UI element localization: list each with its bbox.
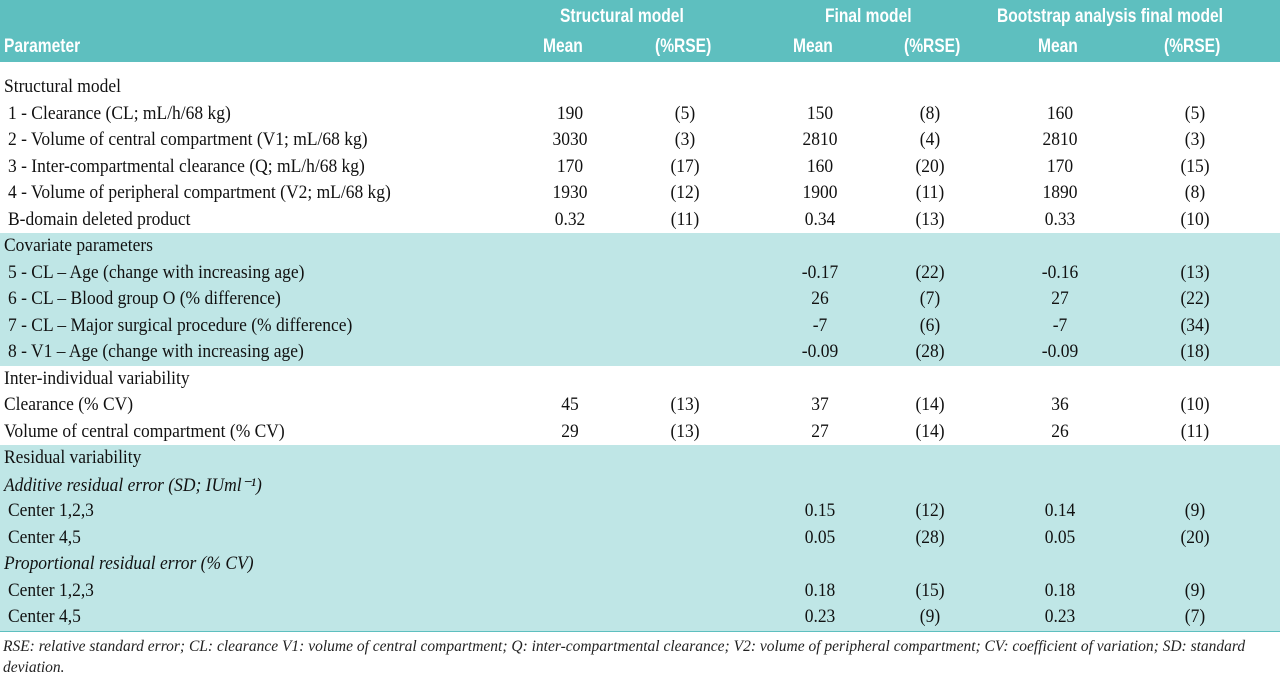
table-row (0, 419, 1280, 446)
rse-cell: (34) (1180, 314, 1210, 336)
rse-cell: (15) (915, 579, 945, 601)
table-row (0, 74, 1280, 101)
row-label: Proportional residual error (% CV) (4, 553, 254, 574)
row-label: 3 - Inter-compartmental clearance (Q; mL/h/68 kg) (8, 155, 365, 177)
table-row (0, 551, 1280, 578)
row-label: Residual variability (4, 447, 142, 468)
row-label: 7 - CL – Major surgical procedure (% difference) (8, 314, 353, 336)
table-row (0, 525, 1280, 552)
header-rse: (%RSE) (655, 36, 712, 57)
rse-cell: (10) (1180, 208, 1210, 230)
rse-cell: (9) (1184, 500, 1206, 521)
row-label: Center 4,5 (8, 606, 81, 627)
mean-cell: 0.05 (1044, 526, 1076, 548)
table-row (0, 154, 1280, 181)
header-group-bootstrap: Bootstrap analysis final model (997, 6, 1223, 27)
mean-cell: 29 (561, 420, 579, 442)
row-label: 8 - V1 – Age (change with increasing age) (8, 341, 304, 362)
mean-cell: 27 (1051, 288, 1069, 309)
mean-cell: 0.05 (804, 526, 836, 548)
rse-cell: (8) (1184, 182, 1206, 203)
row-label: Inter-individual variability (4, 367, 190, 389)
rse-cell: (9) (919, 606, 941, 627)
rse-cell: (12) (915, 500, 945, 521)
mean-cell: 190 (556, 102, 584, 124)
rse-cell: (20) (915, 155, 945, 177)
rse-cell: (20) (1180, 526, 1210, 548)
table-row (0, 392, 1280, 419)
rse-cell: (5) (1184, 102, 1206, 124)
rse-cell: (13) (670, 394, 700, 415)
header-parameter: Parameter (4, 36, 81, 57)
mean-cell: 0.32 (554, 208, 586, 230)
row-label: 5 - CL – Age (change with increasing age) (8, 261, 305, 283)
table-row (0, 233, 1280, 260)
rse-cell: (7) (1184, 606, 1206, 627)
mean-cell: 1900 (802, 182, 838, 203)
row-label: 4 - Volume of peripheral compartment (V2; mL/68 kg) (8, 182, 391, 203)
mean-cell: -7 (812, 314, 828, 336)
table-row (0, 101, 1280, 128)
mean-cell: 36 (1051, 394, 1069, 415)
mean-cell: 150 (806, 102, 834, 124)
table-row (0, 498, 1280, 525)
rse-cell: (5) (674, 102, 696, 124)
table-body (0, 74, 1280, 631)
rse-cell: (11) (670, 208, 700, 230)
header-rse: (%RSE) (904, 36, 961, 57)
table-row (0, 207, 1280, 234)
mean-cell: 27 (811, 420, 829, 442)
header-gap (0, 62, 1280, 74)
mean-cell: -0.09 (801, 341, 839, 362)
header-rse: (%RSE) (1164, 36, 1221, 57)
row-label: Volume of central compartment (% CV) (4, 420, 285, 442)
mean-cell: 170 (556, 155, 584, 177)
rse-cell: (11) (915, 182, 945, 203)
table-footnote: RSE: relative standard error; CL: clearance V1: volume of central compartment; Q: inter-compartmental clearance; V2: volume of peripheral compartment; CV: coefficient of variation; SD: standard deviation. (3, 637, 1246, 676)
rse-cell: (13) (1180, 261, 1210, 283)
mean-cell: 3030 (552, 129, 588, 150)
row-label: 2 - Volume of central compartment (V1; mL/68 kg) (8, 129, 368, 150)
table-row (0, 339, 1280, 366)
mean-cell: 0.23 (1044, 606, 1076, 627)
mean-cell: 0.18 (1044, 579, 1076, 601)
row-label: Center 4,5 (8, 526, 81, 548)
header-mean: Mean (1038, 36, 1078, 57)
mean-cell: 2810 (1042, 129, 1078, 150)
mean-cell: 26 (811, 288, 829, 309)
rse-cell: (3) (1184, 129, 1206, 150)
mean-cell: 0.14 (1044, 500, 1076, 521)
rse-cell: (22) (1180, 288, 1210, 309)
table-header (0, 0, 1280, 62)
mean-cell: 45 (561, 394, 579, 415)
table-row (0, 286, 1280, 313)
mean-cell: 2810 (802, 129, 838, 150)
mean-cell: 170 (1046, 155, 1074, 177)
table-row (0, 578, 1280, 605)
rse-cell: (28) (915, 526, 945, 548)
rse-cell: (22) (915, 261, 945, 283)
rse-cell: (6) (919, 314, 941, 336)
rse-cell: (9) (1184, 579, 1206, 601)
rse-cell: (13) (670, 420, 700, 442)
row-label: Center 1,2,3 (8, 500, 94, 521)
row-label: Structural model (4, 76, 121, 97)
rse-cell: (14) (915, 420, 945, 442)
rse-cell: (12) (670, 182, 700, 203)
table-row (0, 472, 1280, 499)
rse-cell: (17) (670, 155, 700, 177)
mean-cell: -7 (1052, 314, 1068, 336)
row-label: Center 1,2,3 (8, 579, 94, 601)
table-row (0, 604, 1280, 631)
table-row (0, 260, 1280, 287)
row-label: B-domain deleted product (8, 208, 191, 230)
table-row (0, 127, 1280, 154)
header-mean: Mean (543, 36, 583, 57)
mean-cell: 1930 (552, 182, 588, 203)
row-label: Additive residual error (SD; IUml⁻¹) (4, 474, 262, 496)
rse-cell: (8) (919, 102, 941, 124)
rse-cell: (3) (674, 129, 696, 150)
rse-cell: (7) (919, 288, 941, 309)
mean-cell: 26 (1051, 420, 1069, 442)
row-label: Covariate parameters (4, 235, 153, 256)
row-label: Clearance (% CV) (4, 394, 134, 415)
header-mean: Mean (793, 36, 833, 57)
rse-cell: (15) (1180, 155, 1210, 177)
rse-cell: (4) (919, 129, 941, 150)
rse-cell: (11) (1180, 420, 1210, 442)
mean-cell: -0.16 (1041, 261, 1079, 283)
row-label: 1 - Clearance (CL; mL/h/68 kg) (8, 102, 231, 124)
rse-cell: (10) (1180, 394, 1210, 415)
table-row (0, 366, 1280, 393)
mean-cell: 0.23 (804, 606, 836, 627)
mean-cell: 160 (806, 155, 834, 177)
header-group-final: Final model (825, 6, 912, 27)
mean-cell: -0.09 (1041, 341, 1079, 362)
table-row (0, 180, 1280, 207)
rse-cell: (14) (915, 394, 945, 415)
mean-cell: 0.34 (804, 208, 836, 230)
table-row (0, 445, 1280, 472)
mean-cell: 0.15 (804, 500, 836, 521)
mean-cell: 37 (811, 394, 829, 415)
rse-cell: (18) (1180, 341, 1210, 362)
row-label: 6 - CL – Blood group O (% difference) (8, 288, 281, 309)
mean-cell: 160 (1046, 102, 1074, 124)
mean-cell: 0.18 (804, 579, 836, 601)
mean-cell: 0.33 (1044, 208, 1076, 230)
table-row (0, 313, 1280, 340)
rse-cell: (28) (915, 341, 945, 362)
header-group-structural: Structural model (560, 6, 684, 27)
rse-cell: (13) (915, 208, 945, 230)
mean-cell: 1890 (1042, 182, 1078, 203)
mean-cell: -0.17 (801, 261, 839, 283)
